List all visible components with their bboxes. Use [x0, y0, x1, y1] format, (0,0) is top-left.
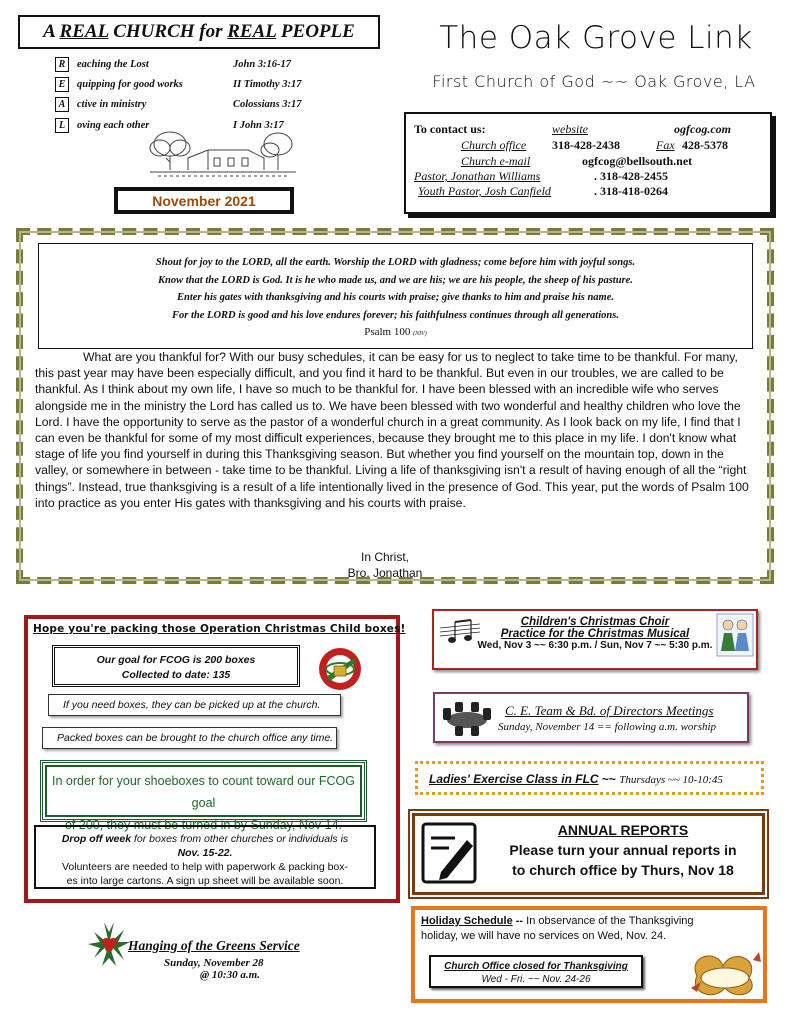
motto-part: REAL — [59, 21, 109, 42]
meeting-table-icon — [439, 698, 495, 738]
verse-line: Enter his gates with thanksgiving and his courts with praise; give thanks to him and praise his name. — [176, 292, 615, 303]
youth-pastor-label: Youth Pastor, Josh Canfield — [418, 184, 551, 198]
pickup-note: If you need boxes, they can be picked up at the church. — [48, 694, 341, 716]
motto-banner — [18, 15, 380, 49]
office-closed-title: Church Office closed for Thanksgiving — [444, 961, 628, 972]
holiday-sep: -- — [512, 915, 527, 927]
thanksgiving-leaves-icon — [687, 948, 763, 1002]
motto-part: PEOPLE — [276, 21, 355, 42]
office-closed-dates: Wed - Fri. ~~ Nov. 24-26 — [481, 974, 591, 985]
letter-closing — [285, 549, 485, 581]
youth-pastor-phone: . 318-418-0264 — [594, 184, 668, 198]
volunteers-line: es into large cartons. A sign up sheet will be available soon. — [66, 875, 344, 887]
dropoff-note: Packed boxes can be brought to the church office any time. — [42, 727, 337, 749]
holiday-line: In observance of the Thanksgiving — [526, 915, 694, 927]
contact-box — [404, 112, 772, 214]
ce-details: Sunday, November 14 == following a.m. worship — [498, 721, 717, 733]
signature-line: Bro. Jonathan — [347, 566, 423, 580]
psalm-verse-box — [38, 243, 753, 349]
deadline-line: of 200, they must be turned in by Sunday, Nov 14. — [64, 818, 343, 832]
volunteers-line: Volunteers are needed to help with paperwork & packing box- — [61, 861, 348, 873]
annual-line: to church office by Thurs, Nov 18 — [512, 862, 734, 878]
occ-title: Hope you're packing those Operation Christmas Child boxes! — [33, 623, 406, 635]
reall-phrase: quipping for good works — [77, 79, 183, 90]
occ-collected: Collected to date: 135 — [121, 669, 231, 681]
choir-title: Children's Christmas Choir — [520, 616, 670, 628]
greens-date: Sunday, November 28 — [164, 957, 264, 969]
verse-ref-text: Psalm 100 — [364, 326, 411, 338]
closing-line: In Christ, — [360, 550, 409, 564]
motto-part: CHURCH for — [108, 21, 228, 42]
choir-times: Wed, Nov 3 ~~ 6:30 p.m. / Sun, Nov 7 ~~ 5:30 p.m. — [477, 640, 713, 651]
drop-week-label: Drop off week — [61, 833, 132, 845]
fax-number: 428-5378 — [682, 138, 728, 152]
clipboard-pencil-icon — [419, 820, 479, 886]
verse-version: (NIV) — [413, 331, 427, 337]
email-address[interactable]: ogfcog@bellsouth.net — [582, 154, 693, 168]
ce-title: C. E. Team & Bd. of Directors Meetings — [505, 703, 714, 718]
reall-phrase: eaching the Lost — [77, 59, 149, 70]
reall-row — [55, 76, 385, 94]
website-link[interactable]: website — [552, 122, 588, 136]
choir-kids-icon — [716, 613, 754, 657]
greens-time: @ 10:30 a.m. — [200, 969, 260, 981]
ladies-time: Thursdays ~~ 10-10:45 — [619, 774, 723, 786]
issue-month: November 2021 — [114, 187, 294, 214]
drop-off-week-box — [34, 825, 376, 889]
motto-part: REAL — [227, 21, 277, 42]
annual-title: ANNUAL REPORTS — [557, 822, 689, 838]
reall-row — [55, 56, 385, 74]
reall-verse: II Timothy 3:17 — [233, 79, 302, 90]
occ-deadline-box — [40, 760, 367, 832]
pastor-letter-body: What are you thankful for? With our busy schedules, it can be easy for us to neglect to take time to be thankful. For many, this past year may have been especially difficult, and you find it hard to be thankful. But even in our troubles, we are called to be thankful. As I think about my own life, I have so much to be thankful for. I have been blessed with an incredible wife who serves alongside me in the ministry the Lord has called us to. We have been blessed with two wonderful and healthy children who love the Lord. I have the opportunity to serve as the pastor of a wonderful church in a great community. As I look back on my life, I find that I can even be thankful for some of my most difficult experiences, because they brought me to this place in my life. I don't know what stage of life you find yourself in during this Thanksgiving season. But whether you find yourself on the mountain top, down in the valley, or somewhere in between - take time to be thankful. Living a life of thanksgiving isn't a result of having enough of all the “right things”. Instead, true thanksgiving is a result of a life intentionally lived in the presence of God. This year, put the words of Psalm 100 into practice as you enter His gates with thanksgiving and his courts with praise. — [35, 350, 749, 510]
pastor-phone: . 318-428-2455 — [594, 169, 668, 183]
verse-line: For the LORD is good and his love endures forever; his faithfulness continues through all generations. — [172, 309, 619, 321]
choir-subtitle: Practice for the Christmas Musical — [500, 628, 690, 640]
deadline-line: In order for your shoeboxes to count toward our FCOG goal — [52, 774, 355, 810]
contact-label: To contact us: — [414, 122, 486, 136]
greens-title: Hanging of the Greens Service — [128, 938, 300, 953]
occ-goal: Our goal for FCOG is 200 boxes — [96, 654, 256, 666]
verse-line: Shout for joy to the LORD, all the earth. Worship the LORD with gladness; come before him with joyful songs. — [155, 257, 636, 268]
holiday-line: holiday, we will have no services on Wed, Nov. 24. — [421, 930, 667, 942]
drop-week-text: for boxes from other churches or individuals is — [131, 833, 349, 845]
reall-letter: L — [55, 118, 69, 133]
verse-reference — [39, 324, 752, 344]
annual-line: Please turn your annual reports in — [509, 842, 737, 858]
reall-letter: R — [55, 57, 69, 72]
office-phone: 318-428-2438 — [552, 138, 620, 152]
reall-letter: A — [55, 97, 69, 112]
verse-line: Know that the LORD is God. It is he who made us, and we are his; we are his people, the sheep of his pasture. — [158, 274, 633, 286]
reall-phrase: oving each other — [77, 120, 150, 131]
fax-label: Fax — [656, 138, 675, 152]
reall-letter: E — [55, 77, 69, 92]
reall-row — [55, 96, 385, 114]
ladies-sep: ~~ — [598, 772, 620, 786]
church-sketch-icon — [148, 128, 298, 180]
holiday-title: Holiday Schedule — [421, 915, 513, 927]
office-label: Church office — [461, 138, 527, 152]
drop-week-dates: Nov. 15-22. — [177, 847, 233, 859]
email-label: Church e-mail — [461, 154, 531, 168]
website-url[interactable]: ogfcog.com — [674, 122, 731, 136]
ladies-title: Ladies' Exercise Class in FLC — [429, 772, 599, 786]
reall-verse: Colossians 3:17 — [233, 99, 302, 110]
newsletter-title: The Oak Grove Link — [439, 20, 753, 56]
music-notes-icon — [438, 614, 482, 654]
greens-service — [120, 938, 380, 981]
motto-part: A — [43, 21, 60, 42]
reall-phrase: ctive in ministry — [77, 99, 147, 110]
reall-verse: John 3:16-17 — [233, 59, 292, 70]
ladies-exercise-box — [415, 761, 764, 795]
annual-reports-box — [412, 813, 765, 895]
pastor-label: Pastor, Jonathan Williams — [414, 169, 541, 183]
ce-meeting-box — [433, 692, 749, 743]
occ-goal-box — [52, 645, 300, 687]
office-closed-box — [429, 955, 643, 988]
newsletter-subtitle: First Church of God ~~ Oak Grove, LA — [432, 72, 756, 91]
holiday-text — [421, 914, 694, 944]
operation-christmas-child-logo-icon — [314, 646, 366, 692]
reall-verse: I John 3:17 — [233, 120, 284, 131]
